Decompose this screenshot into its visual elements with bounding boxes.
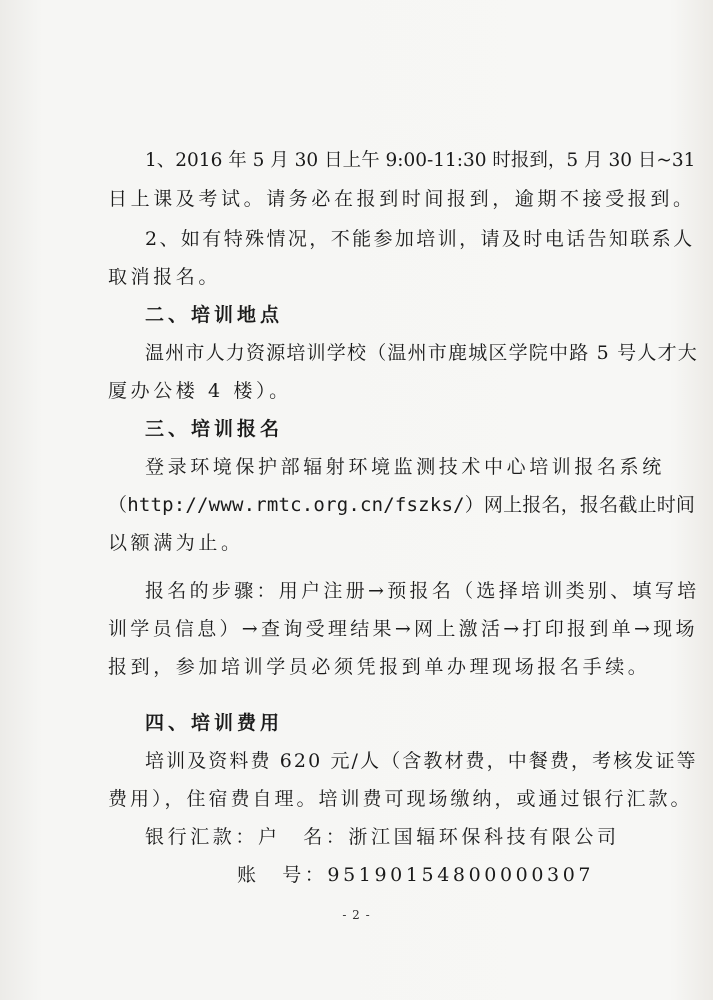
paragraph-2-line-1: 2、如有特殊情况，不能参加培训，请及时电话告知联系人 — [145, 228, 695, 250]
registration-line-1: 登录环境保护部辐射环境监测技术中心培训报名系统 — [145, 456, 665, 478]
registration-line-3: 以额满为止。 — [108, 532, 244, 554]
location-line-1: 温州市人力资源培训学校（温州市鹿城区学院中路 5 号人才大 — [145, 342, 698, 364]
registration-line-2 — [108, 494, 695, 516]
location-line-2: 厦办公楼 4 楼）。 — [108, 380, 292, 402]
section-heading-fees: 四、培训费用 — [145, 712, 284, 734]
steps-line-3: 报到，参加培训学员必须凭报到单办理现场报名手续。 — [108, 656, 651, 678]
steps-line-2: 训学员信息）→查询受理结果→网上激活→打印报到单→现场 — [108, 618, 698, 640]
section-heading-location: 二、培训地点 — [145, 304, 284, 326]
url-open-paren: （ — [108, 494, 128, 516]
url-close-text: ）网上报名，报名截止时间 — [464, 494, 696, 516]
paragraph-1-line-2: 日上课及考试。请务必在报到时间报到，逾期不接受报到。 — [108, 188, 696, 210]
fees-line-1: 培训及资料费 620 元/人（含教材费，中餐费，考核发证等 — [145, 750, 698, 772]
paragraph-1-line-1: 1、2016 年 5 月 30 日上午 9:00-11:30 时报到，5 月 30 日~31 — [145, 150, 696, 171]
page-number: - 2 - — [342, 908, 371, 922]
section-heading-registration: 三、培训报名 — [145, 418, 284, 440]
registration-url-link[interactable]: http://www.rmtc.org.cn/fszks/ — [127, 494, 465, 516]
fees-line-2: 费用），住宿费自理。培训费可现场缴纳，或通过银行汇款。 — [108, 788, 693, 810]
paragraph-2-line-2: 取消报名。 — [108, 266, 222, 288]
steps-line-1: 报名的步骤：用户注册→预报名（选择培训类别、填写培 — [145, 580, 700, 602]
bank-remittance-line: 银行汇款：户 名：浙江国辐环保科技有限公司 — [145, 826, 620, 848]
bank-account-line: 账 号：95190154800000307 — [237, 864, 595, 886]
